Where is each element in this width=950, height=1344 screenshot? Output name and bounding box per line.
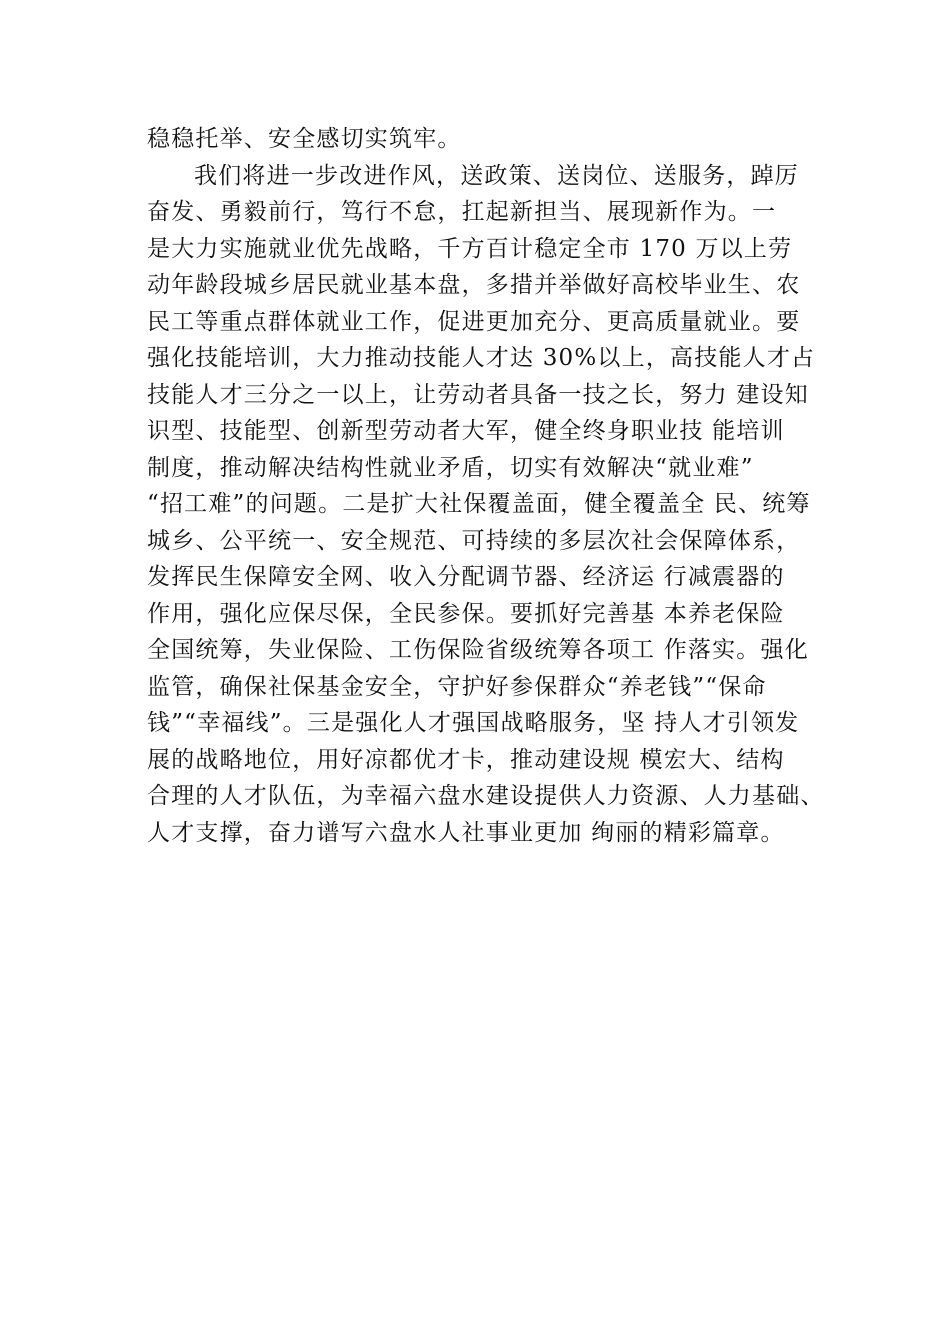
text-line: 制度，推动解决结构性就业矛盾，切实有效解决“就业难”: [147, 454, 754, 481]
paragraph-start-line: 我们将进一步改进作风，送政策、送岗位、送服务，踔厉: [194, 162, 799, 189]
text-line: 强化技能培训，大力推动技能人才达 30%以上，高技能人才占: [147, 345, 816, 371]
text-line: “招工难”的问题。二是扩大社保覆盖面，健全覆盖全 民、统筹: [147, 491, 811, 517]
text-line: 作用，强化应保尽保，全民参保。要抓好完善基 本养老保险: [147, 600, 785, 627]
text-line: 民工等重点群体就业工作，促进更加充分、更高质量就业。要: [147, 308, 801, 335]
text-line: 全国统筹，失业保险、工伤保险省级统筹各项工 作落实。强化: [147, 637, 809, 663]
text-line: 城乡、公平统一、安全规范、可持续的多层次社会保障体系，: [147, 527, 801, 554]
text-line: 稳稳托举、安全感切实筑牢。: [147, 126, 462, 152]
text-line: 是大力实施就业优先战略，千方百计稳定全市 170 万以上劳: [147, 235, 793, 262]
text-line: 识型、技能型、创新型劳动者大军，健全终身职业技 能培训: [147, 418, 785, 444]
text-line: 监管，确保社保基金安全，守护好参保群众“养老钱”“保命: [147, 673, 767, 700]
text-line: 奋发、勇毅前行，笃行不怠，扛起新担当、展现新作为。一: [147, 199, 777, 225]
text-line: 发挥民生保障安全网、收入分配调节器、经济运 行减震器的: [147, 564, 785, 590]
body-text: [147, 121, 867, 851]
text-line: 人才支撑，奋力谱写六盘水人社事业更加 绚丽的精彩篇章。: [147, 819, 785, 846]
text-line: 技能人才三分之一以上，让劳动者具备一技之长，努力 建设知: [147, 381, 809, 408]
text-line: 展的战略地位，用好凉都优才卡，推动建设规 模宏大、结构: [147, 746, 785, 773]
text-line: 钱”“幸福线”。三是强化人才强国战略服务，坚 持人才引领发: [147, 710, 800, 736]
text-line: 动年龄段城乡居民就业基本盘，多措并举做好高校毕业生、农: [147, 272, 801, 298]
text-line: 合理的人才队伍，为幸福六盘水建设提供人力资源、人力基础、: [147, 783, 825, 809]
